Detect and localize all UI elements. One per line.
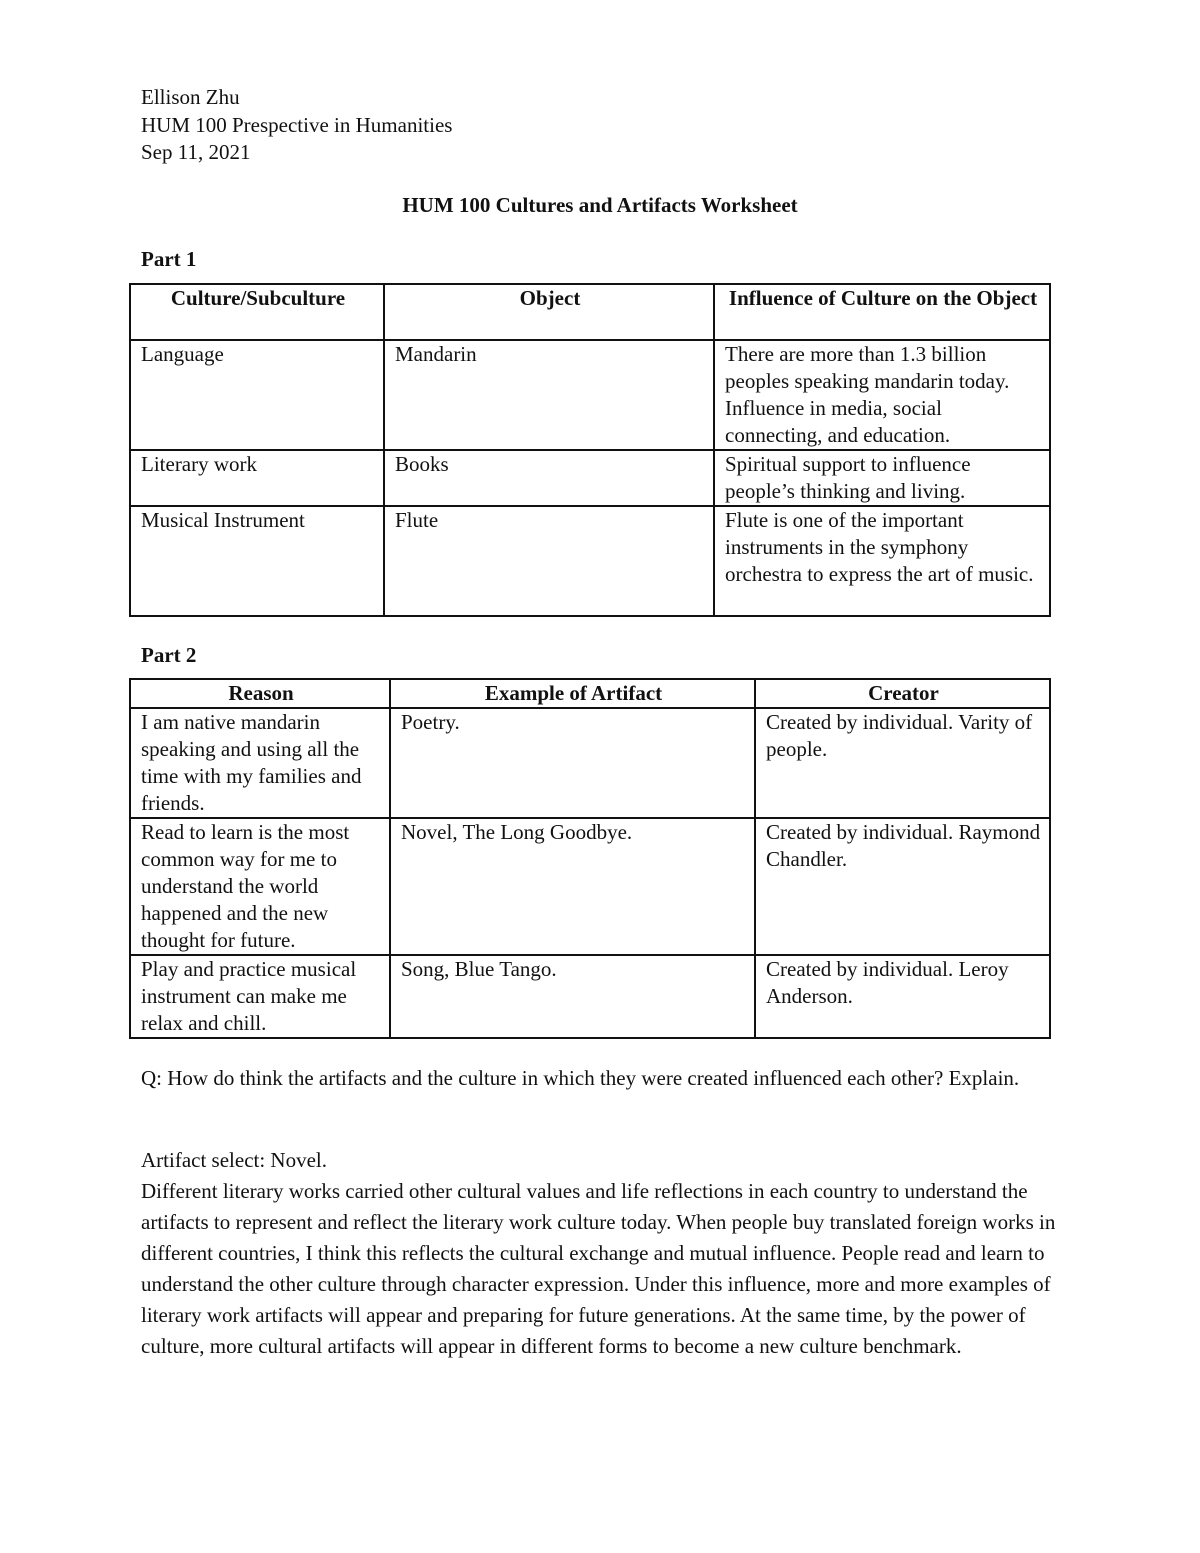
table-cell: There are more than 1.3 billion peoples speaking mandarin today. Influence in media, social connecting, and education. (714, 340, 1050, 450)
table-cell: Literary work (130, 450, 384, 506)
part2-table (129, 678, 1051, 1039)
table-cell: Flute is one of the important instruments in the symphony orchestra to express the art of music. (714, 506, 1050, 616)
column-header: Object (384, 284, 714, 340)
header-block (141, 84, 452, 167)
answer-block (141, 1145, 1061, 1362)
column-header: Reason (130, 679, 390, 708)
column-header: Example of Artifact (390, 679, 755, 708)
table-cell: Musical Instrument (130, 506, 384, 616)
column-header: Culture/Subculture (130, 284, 384, 340)
table-cell: Poetry. (390, 708, 755, 818)
table-cell: Novel, The Long Goodbye. (390, 818, 755, 955)
answer-paragraph: Different literary works carried other cultural values and life reflections in each country to understand the artifacts to represent and reflect the literary work culture today. When people buy translated foreign works in different countries, I think this reflects the cultural exchange and mutual influence. People read and learn to understand the other culture through character expression. Under this influence, more and more examples of literary work artifacts will appear and preparing for future generations. At the same time, by the power of culture, more cultural artifacts will appear in different forms to become a new culture benchmark. (141, 1179, 1056, 1358)
part1-heading: Part 1 (141, 247, 197, 271)
table-cell: Mandarin (384, 340, 714, 450)
table-cell: Language (130, 340, 384, 450)
column-header: Creator (755, 679, 1050, 708)
table-cell: Read to learn is the most common way for me to understand the world happened and the new thought for future. (130, 818, 390, 955)
table-row (130, 955, 1050, 1038)
table-cell: Song, Blue Tango. (390, 955, 755, 1038)
document-title: HUM 100 Cultures and Artifacts Worksheet (402, 193, 798, 217)
column-header: Influence of Culture on the Object (714, 284, 1050, 340)
document-date: Sep 11, 2021 (141, 140, 251, 164)
table-cell: Play and practice musical instrument can make me relax and chill. (130, 955, 390, 1038)
table-row (130, 450, 1050, 506)
author-name: Ellison Zhu (141, 85, 240, 109)
table-cell: Created by individual. Raymond Chandler. (755, 818, 1050, 955)
table-header-row (130, 679, 1050, 708)
table-cell: Flute (384, 506, 714, 616)
part2-heading: Part 2 (141, 643, 197, 667)
table-cell: Books (384, 450, 714, 506)
table-row (130, 818, 1050, 955)
table-cell: Spiritual support to influence people’s thinking and living. (714, 450, 1050, 506)
table-header-row (130, 284, 1050, 340)
table-cell: I am native mandarin speaking and using all the time with my families and friends. (130, 708, 390, 818)
table-cell: Created by individual. Leroy Anderson. (755, 955, 1050, 1038)
artifact-select-line: Artifact select: Novel. (141, 1148, 328, 1172)
table-cell: Created by individual. Varity of people. (755, 708, 1050, 818)
course-name: HUM 100 Prespective in Humanities (141, 112, 453, 137)
table-row (130, 340, 1050, 450)
part1-table (129, 283, 1051, 617)
question-text: Q: How do think the artifacts and the culture in which they were created influenced each other? Explain. (141, 1066, 1020, 1090)
table-row (130, 506, 1050, 616)
table-row (130, 708, 1050, 818)
